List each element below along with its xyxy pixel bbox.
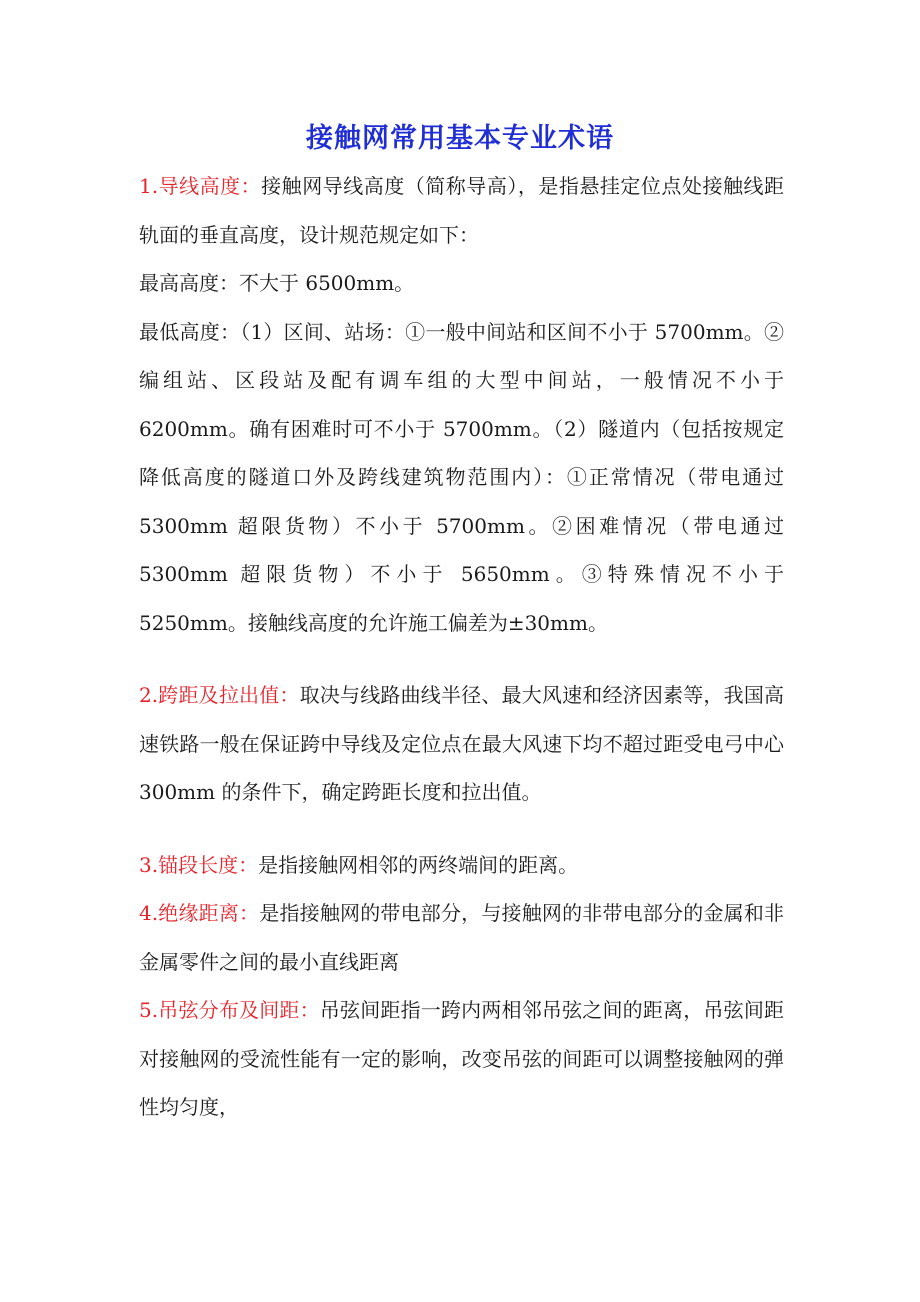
document-body bbox=[139, 162, 784, 1132]
paragraph-wire-height bbox=[139, 162, 784, 259]
term-label: 1.导线高度 bbox=[139, 174, 241, 198]
paragraph-insulation-distance bbox=[139, 889, 784, 986]
paragraph-text: 最高高度：不大于 6500mm。 bbox=[139, 271, 415, 295]
term-definition: 是指接触网的带电部分，与接触网的非带电部分的金属和非金属零件之间的最小直线距离 bbox=[139, 901, 785, 974]
term-colon: ： bbox=[238, 852, 259, 877]
paragraph-span-stagger bbox=[139, 671, 784, 817]
term-definition: 吊弦间距指一跨内两相邻吊弦之间的距离，吊弦间距对接触网的受流性能有一定的影响，改变吊弦的间距可以调整接触网的弹性均匀度， bbox=[139, 998, 785, 1119]
term-label: 4.绝缘距离 bbox=[139, 901, 240, 925]
term-definition: 接触网导线高度（简称导高），是指悬挂定位点处接触线距轨面的垂直高度，设计规范规定如下： bbox=[139, 174, 784, 247]
term-definition: 是指接触网相邻的两终端间的距离。 bbox=[258, 852, 579, 877]
paragraph-max-height bbox=[139, 259, 784, 308]
paragraph-anchor-length bbox=[139, 841, 784, 890]
term-colon: ： bbox=[279, 683, 300, 707]
document-title: 接触网常用基本专业术语 bbox=[306, 123, 614, 154]
paragraph-dropper-spacing bbox=[139, 986, 784, 1132]
term-colon: ： bbox=[240, 174, 262, 198]
paragraph-min-height bbox=[139, 308, 784, 648]
term-definition: 取决与线路曲线半径、最大风速和经济因素等，我国高速铁路一般在保证跨中导线及定位点在最大风速下均不超过距受电弓中心 300mm 的条件下，确定跨距长度和拉出值。 bbox=[139, 683, 785, 804]
term-colon: ： bbox=[299, 998, 320, 1022]
term-colon: ： bbox=[239, 901, 260, 925]
term-label: 5.吊弦分布及间距 bbox=[139, 998, 300, 1022]
term-label: 2.跨距及拉出值 bbox=[139, 683, 280, 707]
paragraph-text: 最低高度：（1）区间、站场：①一般中间站和区间不小于 5700mm。②编组站、区段站及配有调车组的大型中间站，一般情况不小于 6200mm。确有困难时可不小于 5700mm。（2）隧道内（包括按规定降低高度的隧道口外及跨线建筑物范围内）：①正常情况（带电通过 5300mm 超限货物）不小于 5700mm。②困难情况（带电通过 5300mm 超限货物）不小于 5650mm。③特殊情况不小于 5250mm。接触线高度的允许施工偏差为±30mm。 bbox=[139, 319, 784, 635]
term-label: 3.锚段长度 bbox=[139, 852, 239, 877]
